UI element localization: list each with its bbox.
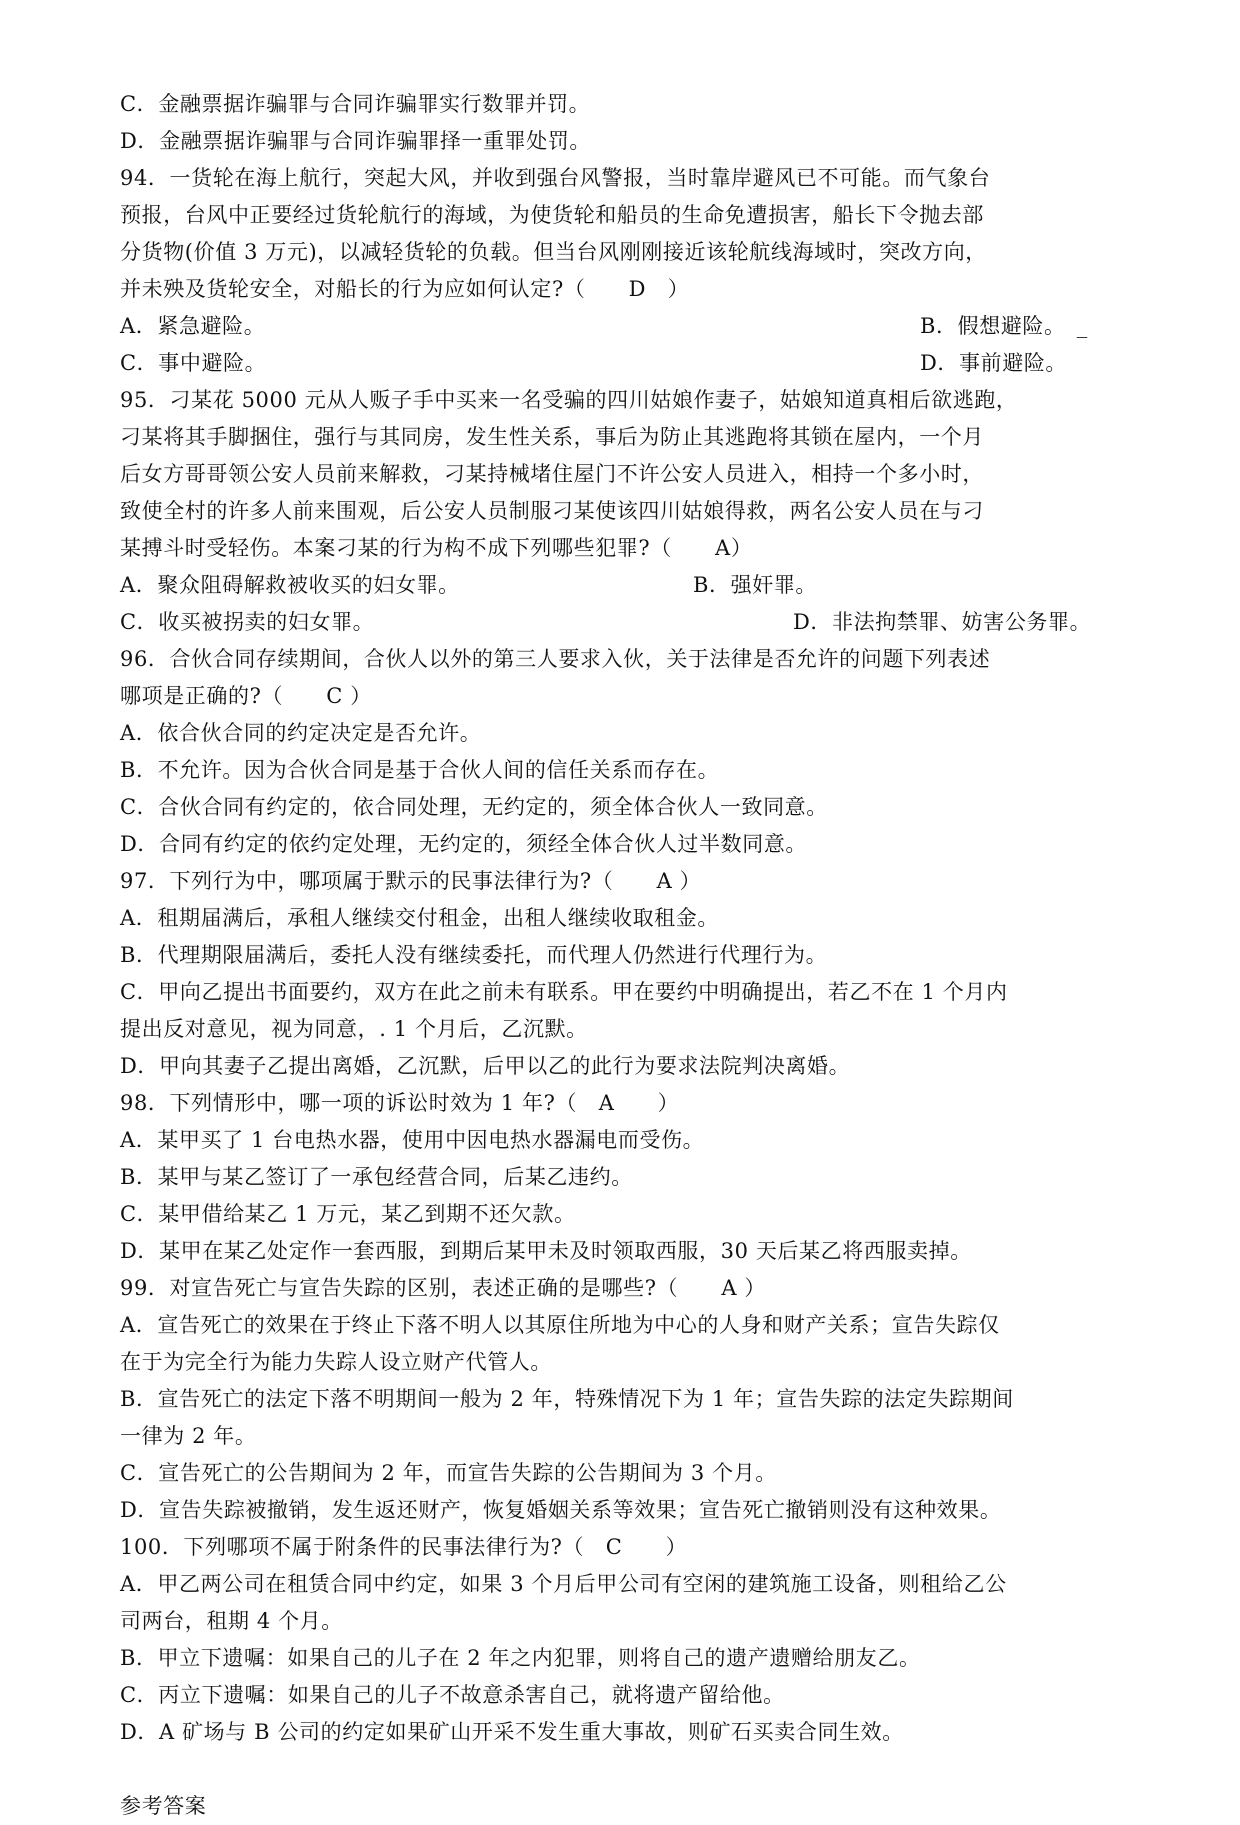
q97-option-c: C．甲向乙提出书面要约，双方在此之前未有联系。甲在要约中明确提出，若乙不在 1 个月内 bbox=[120, 980, 1008, 1004]
q97-stem-line: 97．下列行为中，哪项属于默示的民事法律行为?（ A ） bbox=[120, 869, 702, 893]
q94-stem-line: 94．一货轮在海上航行，突起大风，并收到强台风警报，当时靠岸避风已不可能。而气象台 bbox=[120, 166, 991, 190]
q99-stem-line: 99．对宣告死亡与宣告失踪的区别，表述正确的是哪些?（ A ） bbox=[120, 1276, 767, 1300]
q100-option-b: B．甲立下遗嘱：如果自己的儿子在 2 年之内犯罪，则将自己的遗产遗赠给朋友乙。 bbox=[120, 1646, 921, 1670]
q97-option-d: D．甲向其妻子乙提出离婚，乙沉默，后甲以乙的此行为要求法院判决离婚。 bbox=[120, 1054, 851, 1078]
q94-stem-line: 并未殃及货轮安全，对船长的行为应如何认定?（ D ） bbox=[120, 277, 690, 301]
q99-option-d: D．宣告失踪被撤销，发生返还财产，恢复婚姻关系等效果；宣告死亡撤销则没有这种效果。 bbox=[120, 1498, 1002, 1522]
q98-option-c: C．某甲借给某乙 1 万元，某乙到期不还欠款。 bbox=[120, 1202, 576, 1226]
q95-options-row-2 bbox=[120, 604, 1130, 641]
q98-stem-line: 98．下列情形中，哪一项的诉讼时效为 1 年?（ A ） bbox=[120, 1091, 680, 1115]
q99-option-b-cont: 一律为 2 年。 bbox=[120, 1424, 257, 1448]
q93-option-d: D．金融票据诈骗罪与合同诈骗罪择一重罪处罚。 bbox=[120, 129, 592, 153]
q98-option-a: A．某甲买了 1 台电热水器，使用中因电热水器漏电而受伤。 bbox=[120, 1128, 705, 1152]
q95-option-d: D．非法拘禁罪、妨害公务罪。 bbox=[793, 610, 1092, 634]
q95-stem-line: 后女方哥哥领公安人员前来解救，刁某持械堵住屋门不许公安人员进入，相持一个多小时， bbox=[120, 462, 984, 486]
q95-stem-line: 致使全村的许多人前来围观，后公安人员制服刁某使该四川姑娘得救，两名公安人员在与刁 bbox=[120, 499, 984, 523]
q94-stem-line: 预报，台风中正要经过货轮航行的海域，为使货轮和船员的生命免遭损害，船长下令抛去部 bbox=[120, 203, 984, 227]
q96-option-b: B．不允许。因为合伙合同是基于合伙人间的信任关系而存在。 bbox=[120, 758, 720, 782]
blank-line bbox=[120, 1751, 1130, 1788]
answers-heading: 参考答案 bbox=[120, 1794, 207, 1818]
q94-options-row-1 bbox=[120, 308, 1130, 345]
q96-stem-line: 哪项是正确的?（ C ） bbox=[120, 684, 372, 708]
q98-option-d: D．某甲在某乙处定作一套西服，到期后某甲未及时领取西服，30 天后某乙将西服卖掉。 bbox=[120, 1239, 972, 1263]
q100-option-d: D．A 矿场与 B 公司的约定如果矿山开采不发生重大事故，则矿石买卖合同生效。 bbox=[120, 1720, 904, 1744]
q95-stem-line: 95．刁某花 5000 元从人贩子手中买来一名受骗的四川姑娘作妻子，姑娘知道真相后欲逃跑， bbox=[120, 388, 1018, 412]
q96-option-d: D．合同有约定的依约定处理，无约定的，须经全体合伙人过半数同意。 bbox=[120, 832, 808, 856]
q96-option-c: C．合伙合同有约定的，依合同处理，无约定的，须全体合伙人一致同意。 bbox=[120, 795, 828, 819]
q100-option-c: C．丙立下遗嘱：如果自己的儿子不故意杀害自己，就将遗产留给他。 bbox=[120, 1683, 785, 1707]
q99-option-a-cont: 在于为完全行为能力失踪人设立财产代管人。 bbox=[120, 1350, 552, 1374]
q95-stem-line: 某搏斗时受轻伤。本案刁某的行为构不成下列哪些犯罪?（ A） bbox=[120, 536, 753, 560]
q98-option-b: B．某甲与某乙签订了一承包经营合同，后某乙违约。 bbox=[120, 1165, 633, 1189]
q95-stem-line: 刁某将其手脚捆住，强行与其同房，发生性关系，事后为防止其逃跑将其锁在屋内，一个月 bbox=[120, 425, 984, 449]
q100-option-a-cont: 司两台，租期 4 个月。 bbox=[120, 1609, 343, 1633]
q93-option-c: C．金融票据诈骗罪与合同诈骗罪实行数罪并罚。 bbox=[120, 92, 591, 116]
q94-option-c: C．事中避险。 bbox=[120, 351, 267, 375]
q100-stem-line: 100．下列哪项不属于附条件的民事法律行为?（ C ） bbox=[120, 1535, 688, 1559]
q99-option-a: A．宣告死亡的效果在于终止下落不明人以其原住所地为中心的人身和财产关系；宣告失踪仅 bbox=[120, 1313, 1000, 1337]
q97-option-a: A．租期届满后，承租人继续交付租金，出租人继续收取租金。 bbox=[120, 906, 719, 930]
q96-option-a: A．依合伙合同的约定决定是否允许。 bbox=[120, 721, 482, 745]
q95-option-a: A．聚众阻碍解救被收买的妇女罪。 bbox=[120, 573, 460, 597]
q94-option-b: B．假想避险。 _ bbox=[920, 314, 1088, 338]
q96-stem-line: 96．合伙合同存续期间，合伙人以外的第三人要求入伙，关于法律是否允许的问题下列表述 bbox=[120, 647, 991, 671]
q95-option-b: B．强奸罪。 bbox=[693, 573, 818, 597]
q94-option-a: A．紧急避险。 bbox=[120, 314, 266, 338]
q95-option-c: C．收买被拐卖的妇女罪。 bbox=[120, 610, 375, 634]
q94-options-row-2 bbox=[120, 345, 1130, 382]
q100-option-a: A．甲乙两公司在租赁合同中约定，如果 3 个月后甲公司有空闲的建筑施工设备，则租给乙公 bbox=[120, 1572, 1007, 1596]
q99-option-c: C．宣告死亡的公告期间为 2 年，而宣告失踪的公告期间为 3 个月。 bbox=[120, 1461, 777, 1485]
q95-options-row-1 bbox=[120, 567, 1130, 604]
q94-stem-line: 分货物(价值 3 万元)，以减轻货轮的负载。但当台风刚刚接近该轮航线海域时，突改方向， bbox=[120, 240, 987, 264]
q97-option-b: B．代理期限届满后，委托人没有继续委托，而代理人仍然进行代理行为。 bbox=[120, 943, 828, 967]
q97-option-c-cont: 提出反对意见，视为同意，. 1 个月后，乙沉默。 bbox=[120, 1017, 588, 1041]
q99-option-b: B．宣告死亡的法定下落不明期间一般为 2 年，特殊情况下为 1 年；宣告失踪的法定失踪期间 bbox=[120, 1387, 1014, 1411]
q94-option-d: D．事前避险。 bbox=[920, 351, 1068, 375]
exam-content bbox=[120, 86, 1130, 1825]
